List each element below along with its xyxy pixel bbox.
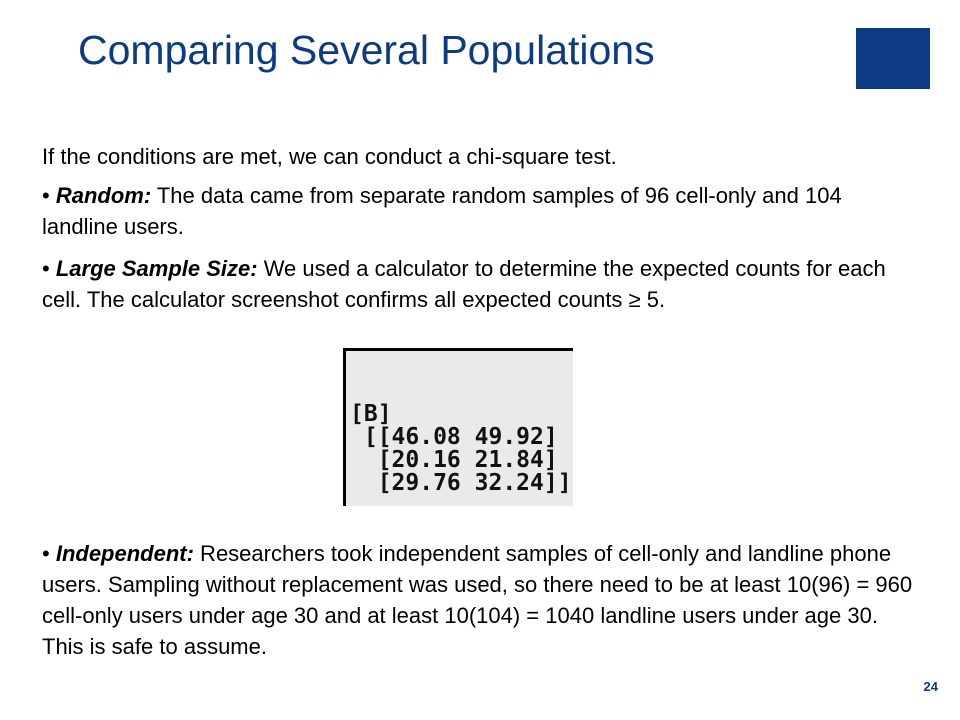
- bullet-heading: Independent:: [55, 541, 194, 566]
- calculator-line: [20.16 21.84]: [350, 447, 558, 473]
- calculator-line: [29.76 32.24]]: [350, 470, 572, 496]
- calculator-screenshot: [343, 348, 573, 506]
- bullet-heading: Large Sample Size:: [55, 256, 258, 281]
- bullet-independent: [42, 538, 922, 662]
- bullet-large-sample-size: [42, 253, 922, 315]
- intro-text: If the conditions are met, we can conduct a chi-square test.: [42, 144, 617, 169]
- page-number: 24: [923, 679, 938, 694]
- calculator-matrix-output: [350, 403, 572, 495]
- bullet-text: We used a calculator to determine the expected counts for each cell. The calculator screenshot confirms all expected counts ≥ 5.: [42, 256, 886, 312]
- bullet-marker: •: [42, 541, 56, 566]
- slide-title: Comparing Several Populations: [78, 27, 655, 73]
- bullet-heading: Random:: [55, 183, 152, 208]
- bullet-text: The data came from separate random samples of 96 cell-only and 104 landline users.: [42, 183, 842, 239]
- bullet-text: Researchers took independent samples of cell-only and landline phone users. Sampling without replacement was used, so there need to be at least 10(96) = 960 cell-only users under age 30 and at least 10(104) = 1040 landline users under age 30. This is safe to assume.: [42, 541, 913, 659]
- bullet-marker: •: [42, 256, 56, 281]
- corner-accent-square: [856, 28, 930, 89]
- bullet-random: [42, 180, 922, 242]
- bullet-marker: •: [42, 183, 56, 208]
- calculator-line: [[46.08 49.92]: [350, 424, 558, 450]
- calculator-line: [B]: [350, 401, 392, 427]
